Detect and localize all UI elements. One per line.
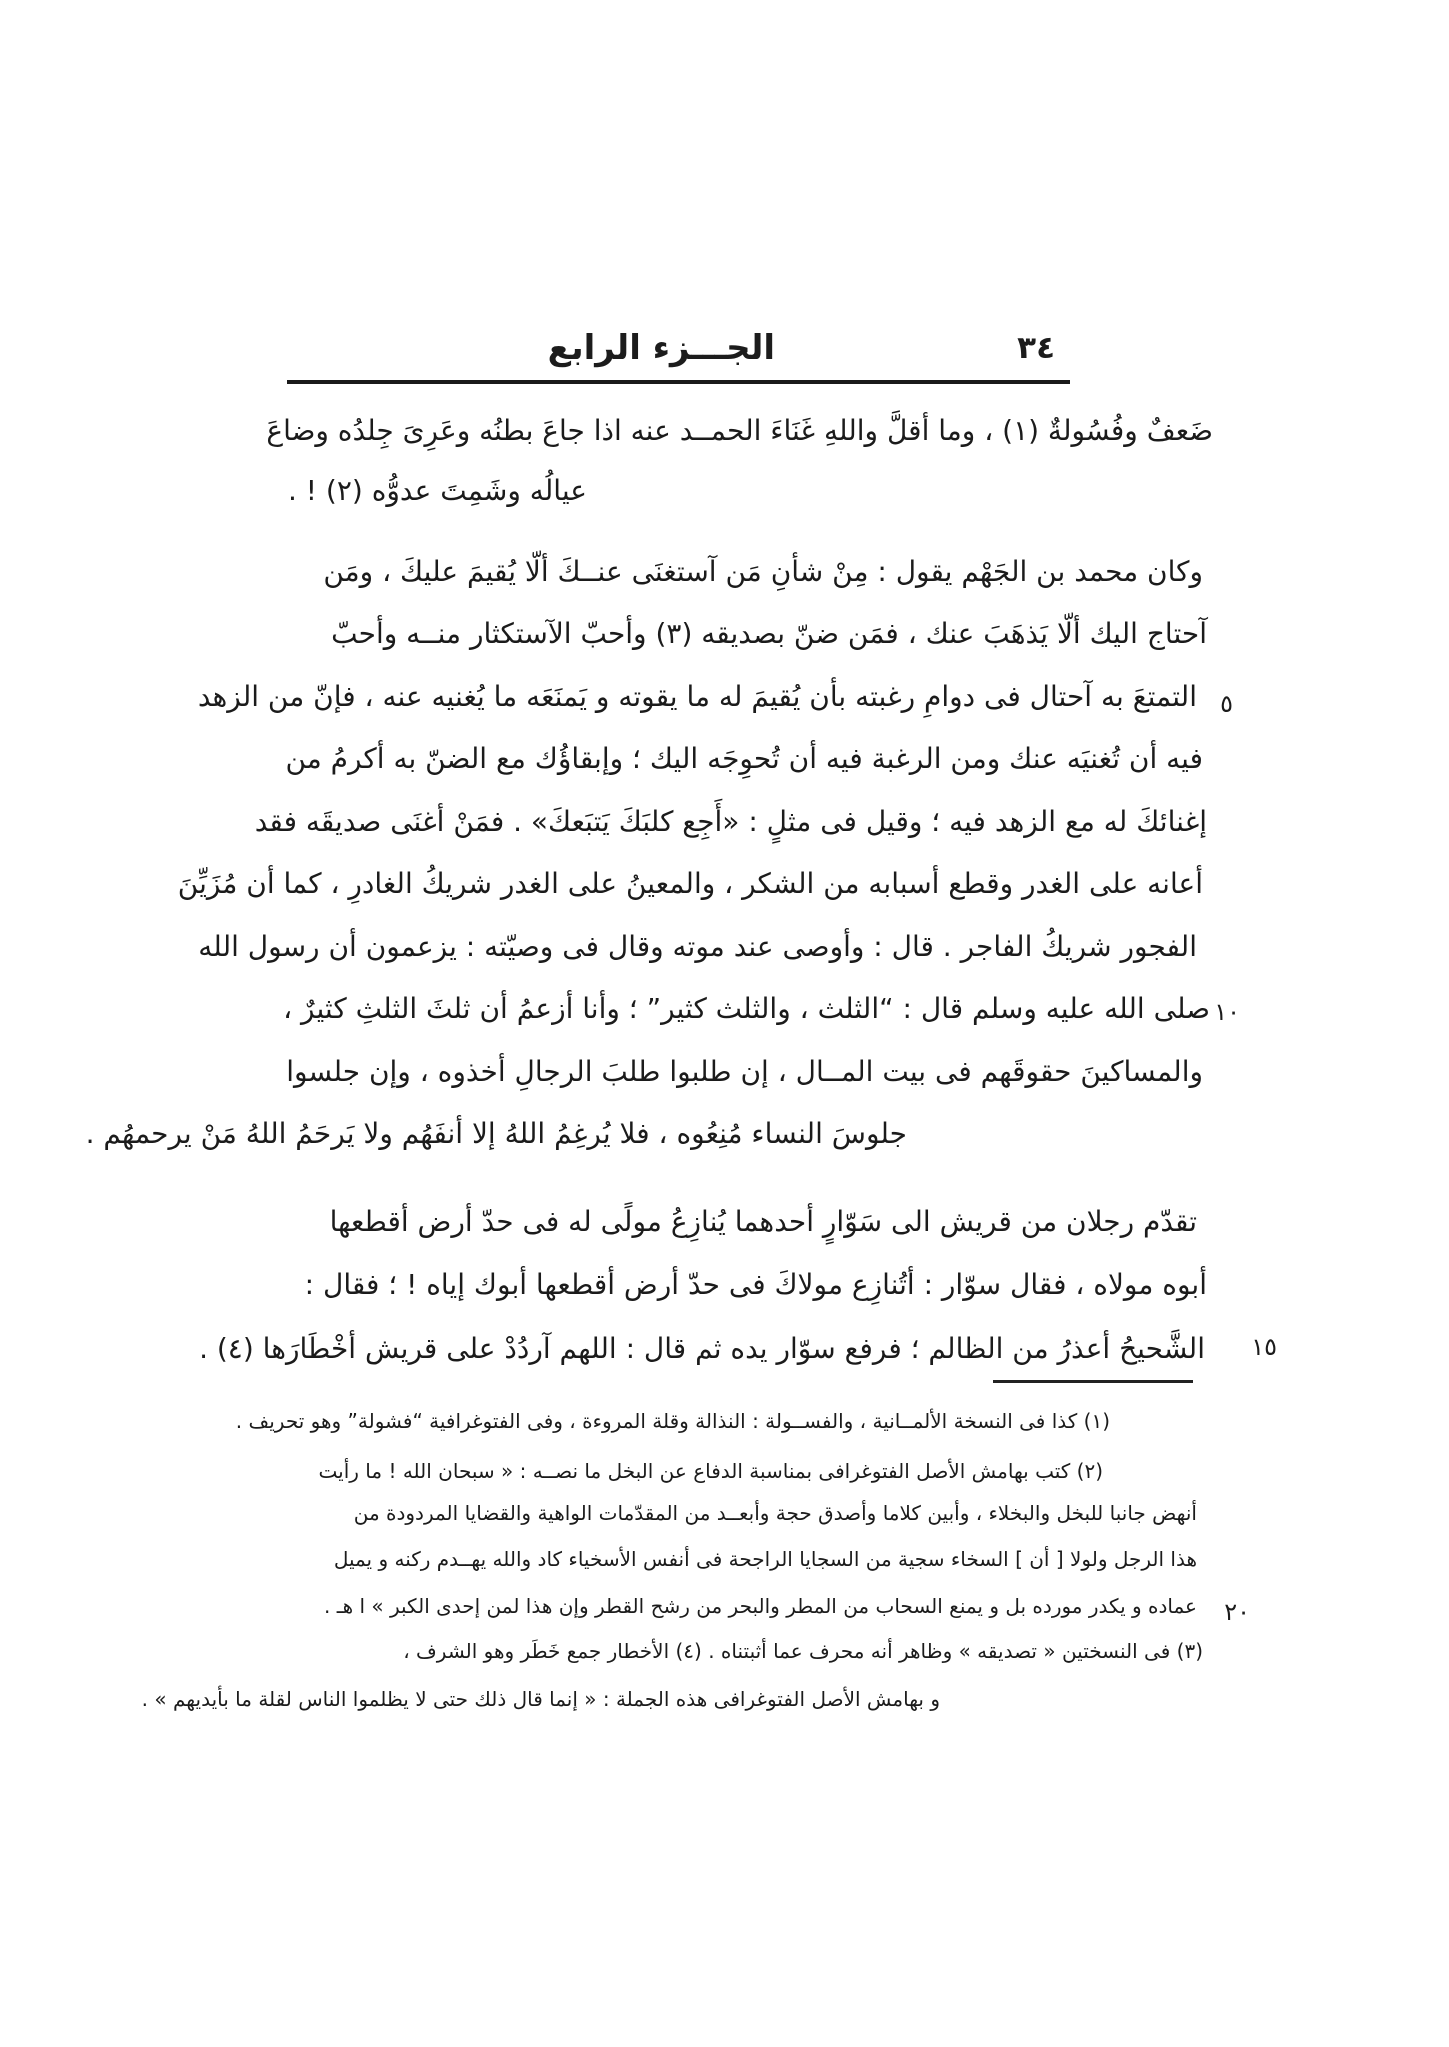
body-line: جلوسَ النساء مُنِعُوه ، فلا يُرغِمُ اللهُ إلا أنفَهُم ولا يَرحَمُ اللهُ مَنْ يرحمهُم . xyxy=(85,1117,907,1150)
footnote-line: عماده و يكدر مورده بل و يمنع السحاب من المطر والبحر من رشح القطر وإن هذا لمن إحدى الكبر » ا هـ . xyxy=(324,1594,1197,1618)
footnote-line: (٣) فى النسختين « تصديقه » وظاهر أنه محرف عما أثبتناه . (٤) الأخطار جمع خَطَر وهو الشرف ، xyxy=(403,1639,1203,1663)
body-line: وكان محمد بن الجَهْم يقول : مِنْ شأنِ مَن آستغنَى عنــكَ ألّا يُقيمَ عليكَ ، ومَن xyxy=(323,555,1203,588)
body-line: والمساكينَ حقوقَهم فى بيت المــال ، إن طلبوا طلبَ الرجالِ أخذوه ، وإن جلسوا xyxy=(286,1055,1203,1088)
page-title: الجـــزء الرابع xyxy=(547,328,775,368)
body-line: التمتعَ به آحتال فى دوامِ رغبته بأن يُقيمَ له ما يقوته و يَمنَعَه ما يُغنيه عنه ، فإنّ من الزهد xyxy=(197,680,1197,713)
margin-line-number: ٥ xyxy=(1220,690,1233,718)
body-line: أبوه مولاه ، فقال سوّار : أتُنازِع مولاكَ فى حدّ أرض أقطعها أبوك إياه ! ؛ فقال : xyxy=(304,1268,1207,1301)
body-line: صلى الله عليه وسلم قال : “الثلث ، والثلث كثير” ؛ وأنا أزعمُ أن ثلثَ الثلثِ كثيرٌ ، xyxy=(283,992,1210,1025)
footnote-line: (١) كذا فى النسخة الألمــانية ، والفســولة : النذالة وقلة المروءة ، وفى الفتوغرافية “فشولة” وهو تحريف . xyxy=(235,1409,1110,1433)
page-number: ٣٤ xyxy=(1017,330,1055,366)
footnote-line: (٢) كتب بهامش الأصل الفتوغرافى بمناسبة الدفاع عن البخل ما نصــه : « سبحان الله ! ما رأيت xyxy=(318,1459,1103,1483)
body-line: فيه أن تُغنيَه عنك ومن الرغبة فيه أن تُحوِجَه اليك ؛ وإبقاؤُك مع الضنّ به أكرمُ من xyxy=(285,742,1203,775)
body-line: عيالُه وشَمِتَ عدوُّه (٢) ! . xyxy=(287,474,587,507)
footnote-line: هذا الرجل ولولا [ أن ] السخاء سجية من السجايا الراجحة فى أنفس الأسخياء كاد والله يهــدم ركنه و يميل xyxy=(333,1547,1197,1571)
body-line: الشَّحيحُ أعذرُ من الظالم ؛ فرفع سوّار يده ثم قال : اللهم آردُدْ على قريش أخْطَارَها (٤) . xyxy=(199,1332,1205,1365)
body-line: الفجور شريكُ الفاجر . قال : وأوصى عند موته وقال فى وصيّته : يزعمون أن رسول الله xyxy=(198,930,1197,963)
footnote-line: أنهض جانبا للبخل والبخلاء ، وأبين كلاما وأصدق حجة وأبعــد من المقدّمات الواهية والقضايا المردودة من xyxy=(353,1501,1197,1525)
body-line: أعانه على الغدر وقطع أسبابه من الشكر ، والمعينُ على الغدر شريكُ الغادرِ ، كما أن مُزَيِّنَ xyxy=(177,867,1203,900)
margin-line-number: ١٥ xyxy=(1251,1333,1277,1361)
body-line: ضَعفٌ وفُسُولةٌ (١) ، وما أقلَّ واللهِ غَنَاءَ الحمــد عنه اذا جاعَ بطنُه وعَرِىَ جِلدُه وضاعَ xyxy=(266,414,1213,447)
footnote-line: و بهامش الأصل الفتوغرافى هذه الجملة : « إنما قال ذلك حتى لا يظلموا الناس لقلة ما بأيديهم » . xyxy=(141,1687,940,1711)
footnote-separator xyxy=(993,1380,1193,1383)
header-rule xyxy=(287,380,1070,384)
body-line: آحتاج اليك ألّا يَذهَبَ عنك ، فمَن ضنّ بصديقه (٣) وأحبّ الآستكثار منــه وأحبّ xyxy=(331,617,1207,650)
body-line: تقدّم رجلان من قريش الى سَوّارٍ أحدهما يُنازِعُ مولًى له فى حدّ أرض أقطعها xyxy=(329,1205,1197,1238)
body-line: إغنائكَ له مع الزهد فيه ؛ وقيل فى مثلٍ : «أَجِع كلبَكَ يَتبَعكَ» . فمَنْ أغنَى صديقَه فقد xyxy=(254,805,1207,838)
margin-line-number: ١٠ xyxy=(1214,998,1240,1026)
margin-line-number: ٢٠ xyxy=(1224,1598,1250,1626)
